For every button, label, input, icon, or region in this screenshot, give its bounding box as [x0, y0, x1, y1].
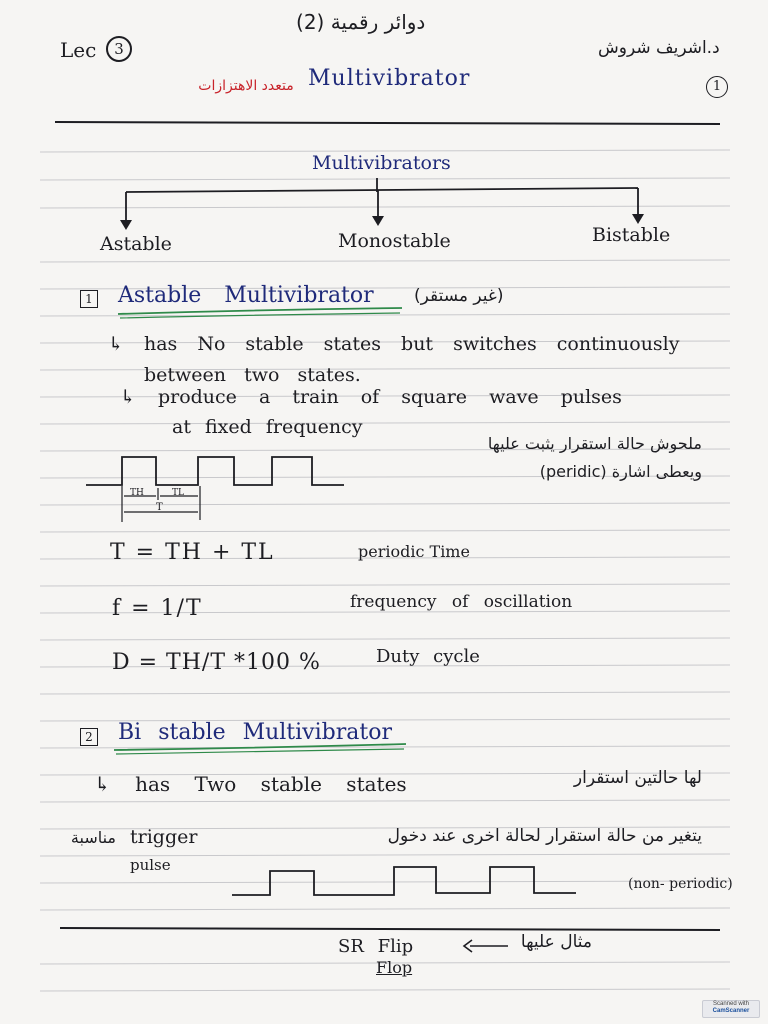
- non-periodic-label: (non- periodic): [628, 876, 733, 892]
- bistable-heading: Bi stable Multivibrator: [118, 720, 392, 745]
- bistable-line-1-arabic: لها حالتين استقرار: [573, 768, 702, 788]
- tl-label: TL: [172, 488, 184, 498]
- formula-duty: D = TH/T *100 %: [112, 650, 321, 675]
- astable-note-arabic-2: ويعطى اشارة (peridic): [539, 462, 702, 481]
- astable-note-arabic-1: ملحوش حالة استقرار يثبت عليها: [487, 434, 702, 453]
- example-sr-flip: SR Flip: [338, 936, 414, 957]
- page-number: 1: [706, 76, 728, 98]
- example-arabic: مثال عليها: [520, 932, 592, 952]
- example-flop: Flop: [376, 958, 413, 977]
- th-label: TH: [130, 488, 144, 498]
- pulse-word: pulse: [130, 856, 171, 874]
- astable-line-3: ↳ produce a train of square wave pulses: [120, 386, 622, 408]
- bistable-number: 2: [80, 728, 98, 746]
- formula-period: T = TH + TL: [110, 540, 275, 565]
- astable-line-2: between two states.: [144, 364, 361, 386]
- tree-root: Multivibrators: [312, 152, 451, 174]
- camscanner-line-1: Scanned with: [712, 1001, 750, 1007]
- astable-heading: Astable Multivibrator: [118, 283, 374, 308]
- formula-duty-desc: Duty cycle: [376, 646, 480, 667]
- trigger-word: trigger: [130, 826, 198, 848]
- trigger-arabic: مناسبة: [70, 828, 116, 847]
- topic-title: Multivibrator: [308, 66, 471, 91]
- formula-frequency: f = 1/T: [112, 596, 203, 621]
- formula-period-desc: periodic Time: [358, 542, 470, 561]
- bistable-line-1: ↳ has Two stable states: [94, 772, 407, 796]
- astable-number: 1: [80, 290, 98, 308]
- topic-arabic: متعدد الاهتزازات: [198, 78, 294, 94]
- lecture-number: 3: [106, 36, 132, 62]
- astable-heading-arabic: (غير مستقر): [414, 286, 504, 306]
- lecture-label: Lec: [60, 38, 97, 62]
- formula-frequency-desc: frequency of oscillation: [350, 592, 573, 612]
- tree-child-astable: Astable: [100, 233, 172, 255]
- tree-child-bistable: Bistable: [592, 224, 671, 246]
- camscanner-line-2: CamScanner: [712, 1008, 750, 1014]
- bistable-line-2-arabic: يتغير من حالة استقرار لحالة اخرى عند دخول: [387, 826, 702, 846]
- astable-line-4: at fixed frequency: [172, 416, 363, 438]
- astable-line-1: ↳ has No stable states but switches continuously: [108, 333, 680, 355]
- camscanner-badge: [702, 1000, 760, 1018]
- tree-child-monostable: Monostable: [338, 230, 451, 252]
- t-label: T: [156, 502, 163, 513]
- arabic-title: دوائر رقمية (2): [296, 10, 426, 34]
- author-name: د.اشريف شروش: [598, 38, 720, 58]
